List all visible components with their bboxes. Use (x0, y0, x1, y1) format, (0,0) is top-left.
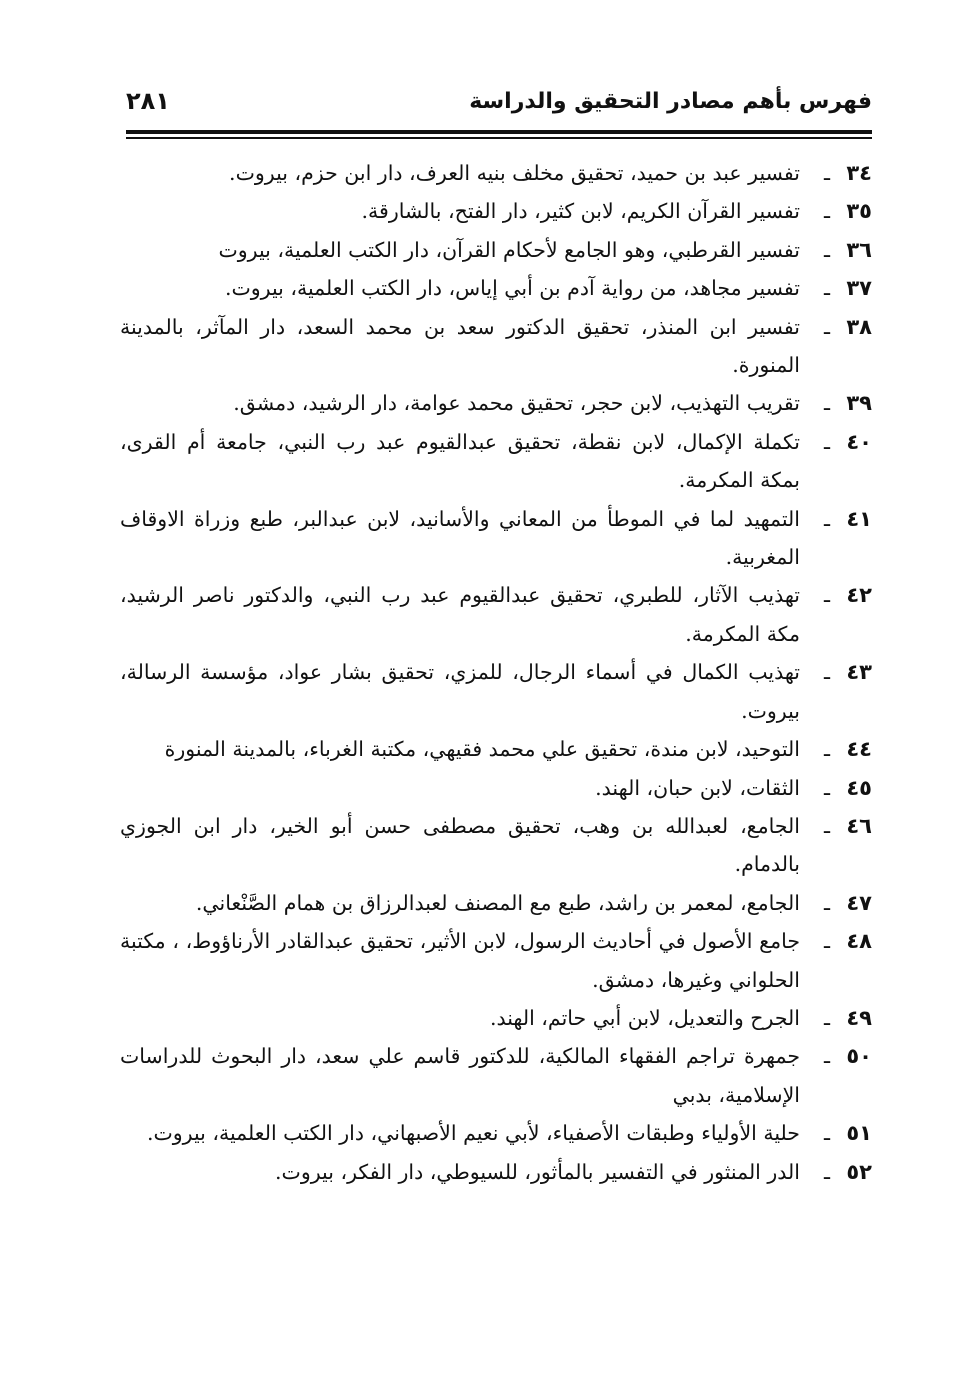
entry-dash: ـ (823, 775, 830, 800)
bibliography-entry (120, 154, 872, 192)
entry-text: تفسير القرآن الكريم، لابن كثير، دار الفتح، بالشارقة. (361, 199, 800, 224)
bibliography-entry (120, 653, 872, 730)
entry-text: تهذيب الآثار، للطبري، تحقيق عبدالقيوم عبد رب النبي، والدكتور ناصر الرشيد، مكة المكرمة. (120, 583, 800, 646)
entry-text: التمهيد لما في الموطأ من المعاني والأسانيد، لابن عبدالبر، طبع وزراة الاوقاف المغربية. (120, 506, 800, 570)
entry-number: ٤١ (846, 506, 872, 531)
entry-dash: ـ (823, 813, 830, 838)
entry-dash: ـ (823, 506, 830, 531)
entry-text: تكملة الإكمال، لابن نقطة، تحقيق عبدالقيوم عبد رب النبي، جامعة أم القرى، بمكة المكرمة. (120, 429, 800, 493)
entry-dash: ـ (823, 737, 830, 762)
bibliography-entry (120, 1114, 872, 1152)
entry-dash: ـ (823, 1005, 830, 1030)
bibliography-entry (120, 231, 872, 269)
entry-number: ٣٦ (846, 237, 872, 262)
entry-text: تفسير ابن المنذر، تحقيق الدكتور سعد بن محمد السعد، دار المآثر، بالمدينة المنورة. (120, 314, 800, 378)
entry-dash: ـ (823, 199, 830, 224)
entry-dash: ـ (823, 1159, 830, 1184)
entry-dash: ـ (823, 161, 830, 185)
bibliography-entry (120, 576, 872, 653)
entry-number: ٣٧ (846, 276, 872, 301)
bibliography-entry (120, 269, 872, 307)
entry-number: ٣٥ (846, 199, 872, 224)
entry-number: ٤٣ (846, 660, 872, 685)
bibliography-entry (120, 423, 872, 500)
entry-number: ٣٨ (846, 314, 872, 339)
entry-number: ٣٩ (846, 391, 872, 416)
entry-number: ٤٠ (846, 429, 872, 454)
bibliography-entry (120, 192, 872, 230)
entry-number: ٤٨ (846, 929, 872, 954)
entry-dash: ـ (823, 314, 830, 339)
entry-text: التوحيد، لابن مندة، تحقيق علي محمد فقيهي، مكتبة الغرباء، بالمدينة المنورة (164, 737, 800, 762)
entry-number: ٤٤ (846, 737, 872, 762)
entry-number: ٤٧ (846, 890, 872, 915)
entry-text: جمهرة تراجم الفقهاء المالكية، للدكتور قاسم علي سعد، دار البحوث للدراسات الإسلامية، بدبي (120, 1044, 800, 1107)
entry-dash: ـ (823, 660, 830, 685)
entry-dash: ـ (823, 1121, 830, 1146)
bibliography-entry (120, 769, 872, 807)
header-rule-thick (126, 130, 872, 134)
page-header (126, 84, 872, 124)
running-head: فهرس بأهم مصادر التحقيق والدراسة (469, 89, 872, 114)
entry-dash: ـ (823, 583, 830, 608)
entry-dash: ـ (823, 276, 830, 301)
bibliography-entry (120, 384, 872, 422)
entry-dash: ـ (823, 1044, 830, 1069)
header-rule-thin (126, 137, 872, 139)
entry-number: ٥٢ (846, 1159, 872, 1184)
entry-number: ٤٢ (846, 583, 872, 608)
bibliography-entry (120, 500, 872, 577)
bibliography-list (120, 154, 872, 1191)
entry-dash: ـ (823, 429, 830, 454)
bibliography-entry (120, 922, 872, 999)
entry-number: ٤٥ (846, 775, 872, 800)
entry-dash: ـ (823, 237, 830, 262)
entry-text: تقريب التهذيب، لابن حجر، تحقيق محمد عوامة، دار الرشيد، دمشق. (233, 391, 800, 416)
entry-text: الجامع، لمعمر بن راشد، طبع مع المصنف لعبدالرزاق بن همام الصَّنْعاني. (195, 890, 800, 915)
entry-text: جامع الأصول في أحاديث الرسول، لابن الأثير، تحقيق عبدالقادر الأرناؤوط، ، مكتبة الحلواني وغيرها، دمشق. (120, 929, 800, 992)
entry-text: الجامع، لعبدالله بن وهب، تحقيق مصطفى حسن أبو الخير، دار ابن الجوزي بالدمام. (120, 813, 800, 877)
bibliography-entry (120, 807, 872, 884)
entry-number: ٤٩ (846, 1005, 872, 1030)
page-number: ٢٨١ (126, 87, 170, 115)
bibliography-entry (120, 1037, 872, 1114)
bibliography-entry (120, 999, 872, 1037)
entry-dash: ـ (823, 890, 830, 915)
bibliography-entry (120, 884, 872, 922)
entry-dash: ـ (823, 391, 830, 416)
bibliography-entry (120, 1153, 872, 1191)
bibliography-entry (120, 730, 872, 768)
bibliography-entry (120, 308, 872, 385)
entry-text: الدر المنثور في التفسير بالمأثور، للسيوطي، دار الفكر، بيروت. (275, 1159, 800, 1184)
entry-text: تهذيب الكمال في أسماء الرجال، للمزي، تحقيق بشار عواد، مؤسسة الرسالة، بيروت. (120, 660, 800, 723)
entry-number: ٣٤ (846, 161, 872, 185)
entry-text: تفسير القرطبي، وهو الجامع لأحكام القرآن، دار الكتب العلمية، بيروت (218, 237, 800, 262)
entry-text: تفسير عبد بن حميد، تحقيق مخلف بنيه العرف، دار ابن حزم، بيروت. (229, 161, 800, 185)
entry-number: ٤٦ (846, 813, 872, 838)
entry-number: ٥١ (846, 1121, 872, 1146)
entry-dash: ـ (823, 929, 830, 954)
entry-text: حلية الأولياء وطبقات الأصفياء، لأبي نعيم الأصبهاني، دار الكتب العلمية، بيروت. (146, 1121, 800, 1146)
entry-text: الجرح والتعديل، لابن أبي حاتم، الهند. (489, 1005, 800, 1030)
entry-number: ٥٠ (846, 1044, 872, 1069)
entry-text: تفسير مجاهد، من رواية آدم بن أبي إياس، دار الكتب العلمية، بيروت. (224, 276, 800, 301)
entry-text: الثقات، لابن حبان، الهند. (595, 775, 800, 800)
